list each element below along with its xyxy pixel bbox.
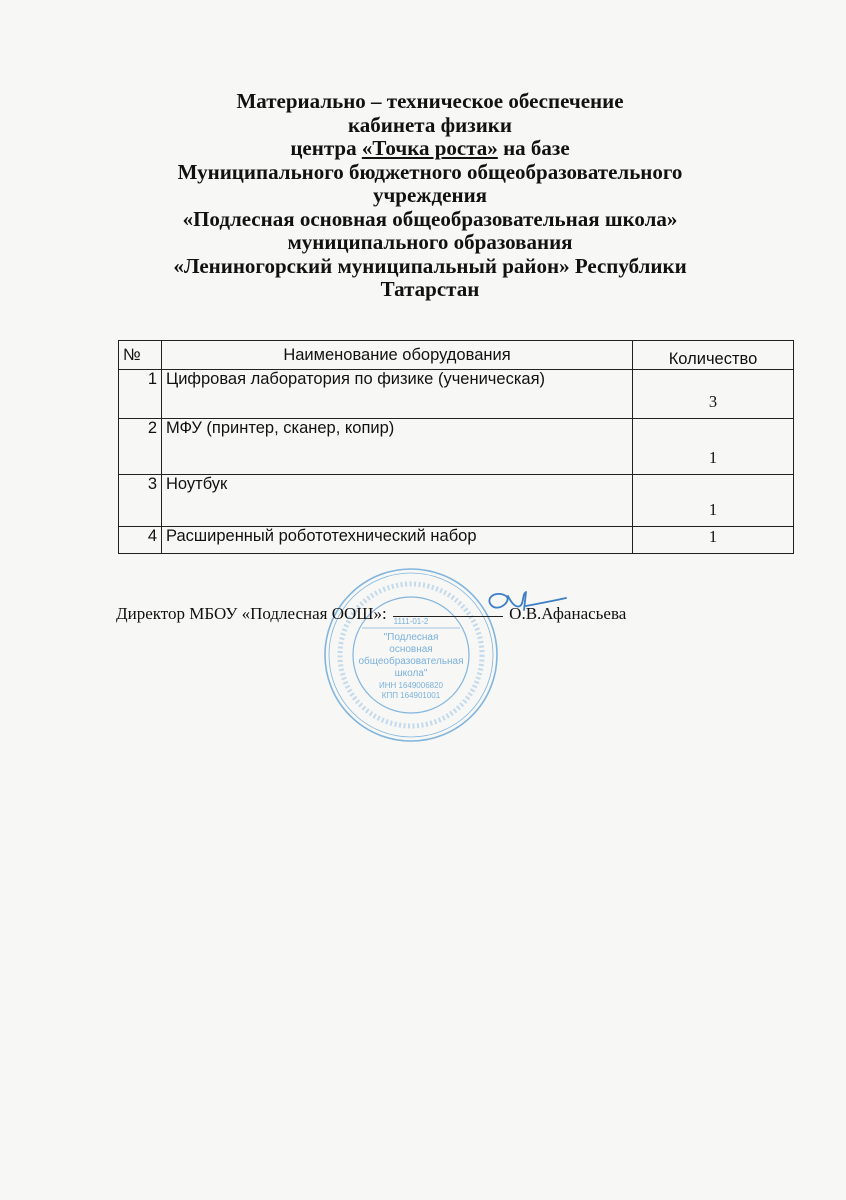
- table-row: [119, 527, 794, 554]
- stamp-text-line: общеобразовательная: [358, 656, 464, 667]
- row-number: 3: [119, 475, 162, 527]
- handwritten-signature: [482, 584, 572, 624]
- title-line: муниципального образования: [287, 230, 573, 254]
- row-name: Расширенный робототехнический набор: [162, 527, 633, 554]
- title-fragment: центра: [290, 136, 357, 160]
- stamp-ogrn: 1111-01-2: [393, 617, 429, 626]
- row-name: Цифровая лаборатория по физике (ученическая): [162, 370, 633, 419]
- table-row: [119, 370, 794, 419]
- title-line: «Подлесная основная общеобразовательная школа»: [182, 206, 678, 231]
- director-name: О.В.Афанасьева: [509, 604, 627, 623]
- header-name: Наименование оборудования: [162, 341, 633, 370]
- stamp-outer-ring: [325, 569, 497, 741]
- title-line: Материально – техническое обеспечение: [236, 89, 624, 113]
- row-quantity: 1: [633, 527, 794, 554]
- title-line: «Лениногорский муниципальный район» Республики: [173, 253, 687, 278]
- stamp-text-line: школа": [394, 668, 428, 679]
- title-line: [120, 137, 740, 161]
- row-quantity: 1: [633, 419, 794, 475]
- row-quantity: 3: [633, 370, 794, 419]
- title-fragment: на базе: [503, 136, 570, 160]
- stamp-inn: ИНН 1649006820: [378, 681, 444, 690]
- title-line: кабинета физики: [348, 112, 512, 137]
- row-name: Ноутбук: [162, 475, 633, 527]
- row-name: МФУ (принтер, сканер, копир): [162, 419, 633, 475]
- table-row: [119, 475, 794, 527]
- row-number: 1: [119, 370, 162, 419]
- table-header-row: [119, 341, 794, 370]
- title-line: учреждения: [372, 183, 488, 207]
- equipment-table: [118, 340, 794, 554]
- header-number: №: [119, 341, 162, 370]
- document-title: [120, 90, 740, 302]
- director-position: Директор МБОУ «Подлесная ООШ»:: [116, 604, 387, 623]
- center-name: «Точка роста»: [361, 136, 498, 160]
- row-number: 2: [119, 419, 162, 475]
- title-line: Татарстан: [380, 277, 480, 301]
- stamp-text-line: "Подлесная: [383, 632, 439, 643]
- stamp-kpp: КПП 164901001: [381, 691, 441, 700]
- row-quantity: 1: [633, 475, 794, 527]
- row-number: 4: [119, 527, 162, 554]
- table-row: [119, 419, 794, 475]
- stamp-text-line: основная: [389, 644, 433, 655]
- official-stamp: [322, 566, 500, 744]
- title-line: Муниципального бюджетного общеобразовательного: [177, 159, 683, 184]
- header-quantity: Количество: [633, 341, 794, 370]
- signature-stroke: [489, 592, 566, 610]
